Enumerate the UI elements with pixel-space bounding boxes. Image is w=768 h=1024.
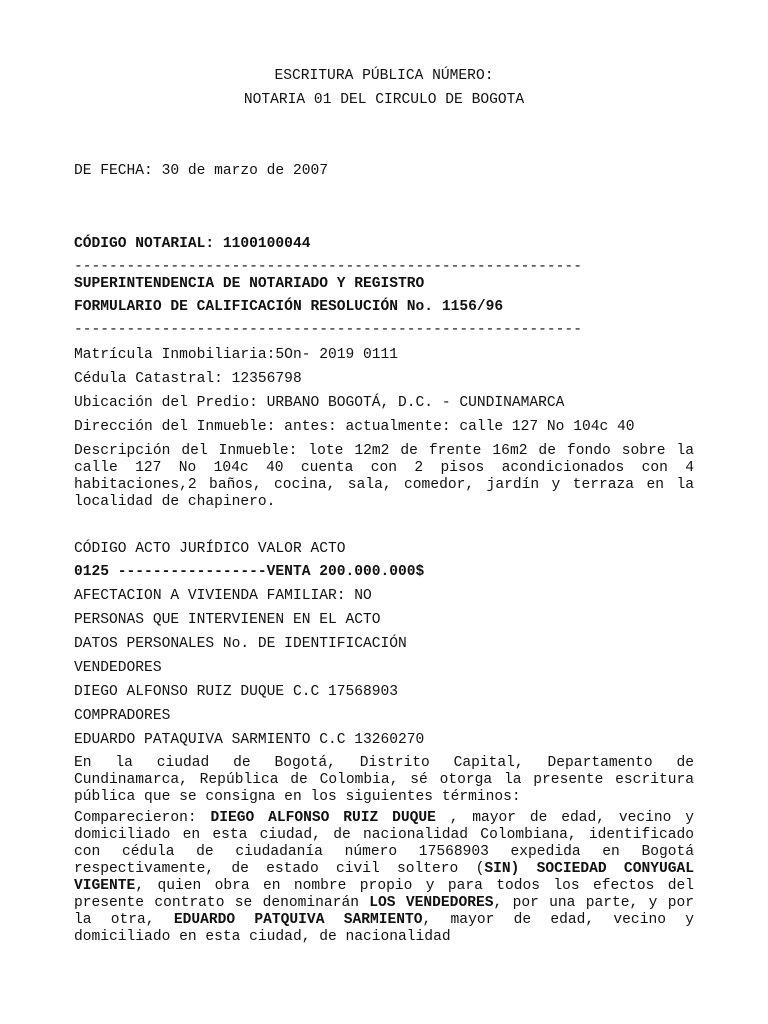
sellers-designation: LOS VENDEDORES: [369, 895, 494, 911]
superintendencia-heading: SUPERINTENDENCIA DE NOTARIADO Y REGISTRO: [74, 276, 425, 292]
datos-personales-heading: DATOS PERSONALES No. DE IDENTIFICACIÓN: [74, 636, 407, 652]
separator-line: ----------------------------------------------------------: [74, 259, 582, 275]
cedula-catastral-field: Cédula Catastral: 12356798: [74, 371, 302, 387]
ubicacion-field: Ubicación del Predio: URBANO BOGOTÁ, D.C. - CUNDINAMARCA: [74, 395, 565, 411]
acto-valor: 0125 -----------------VENTA 200.000.000$: [74, 564, 425, 580]
seller-name: DIEGO ALFONSO RUIZ DUQUE: [210, 810, 436, 826]
formulario-heading: FORMULARIO DE CALIFICACIÓN RESOLUCIÓN No. 1156/96: [74, 299, 504, 315]
separator-line: ----------------------------------------------------------: [74, 322, 582, 338]
text-run: , por una parte, y por la otra,: [74, 895, 695, 928]
afectacion-field: AFECTACION A VIVIENDA FAMILIAR: NO: [74, 588, 372, 604]
vendedor-entry: DIEGO ALFONSO RUIZ DUQUE C.C 17568903: [74, 684, 399, 700]
document-title: ESCRITURA PÚBLICA NÚMERO:: [274, 68, 494, 84]
text-run: , mayor de edad, vecino y domiciliado en esta ciudad, de nacionalidad Colombiana, identificado con cédula de ciudadanía número 17568903 expedida en Bogotá respectivamente, de estado civil soltero (: [74, 810, 694, 877]
direccion-field: Dirección del Inmueble: antes: actualmente: calle 127 No 104c 40: [74, 419, 635, 435]
vendedores-label: VENDEDORES: [74, 660, 162, 676]
comparecieron-paragraph: [74, 810, 694, 946]
text-run: Comparecieron:: [74, 810, 211, 826]
text-run: , mayor de edad, vecino y domiciliado en esta ciudad, de nacionalidad: [74, 912, 694, 945]
buyer-name: EDUARDO PATQUIVA SARMIENTO: [173, 912, 423, 928]
notary-code: CÓDIGO NOTARIAL: 1100100044: [74, 236, 311, 252]
document-date: DE FECHA: 30 de marzo de 2007: [74, 163, 328, 179]
descripcion-paragraph: Descripción del Inmueble: lote 12m2 de frente 16m2 de fondo sobre la calle 127 No 104c 40 cuenta con 2 pisos acondicionados con 4 habitaciones,2 baños, cocina, sala, comedor, jardín y terraza en la localidad de chapinero.: [74, 443, 694, 510]
intro-paragraph: En la ciudad de Bogotá, Distrito Capital, Departamento de Cundinamarca, República de Colombia, sé otorga la presente escritura pública que se consigna en los siguientes términos:: [74, 755, 694, 805]
compradores-label: COMPRADORES: [74, 708, 171, 724]
notary-name: NOTARIA 01 DEL CIRCULO DE BOGOTA: [243, 92, 525, 108]
matricula-field: Matrícula Inmobiliaria:5On- 2019 0111: [74, 347, 399, 363]
comprador-entry: EDUARDO PATAQUIVA SARMIENTO C.C 13260270: [74, 732, 425, 748]
marital-status: SIN) SOCIEDAD CONYUGAL VIGENTE: [74, 861, 694, 894]
text-run: , quien obra en nombre propio y para todos los efectos del presente contrato se denominarán: [74, 878, 694, 911]
personas-heading: PERSONAS QUE INTERVIENEN EN EL ACTO: [74, 612, 381, 628]
acto-header: CÓDIGO ACTO JURÍDICO VALOR ACTO: [74, 541, 346, 557]
